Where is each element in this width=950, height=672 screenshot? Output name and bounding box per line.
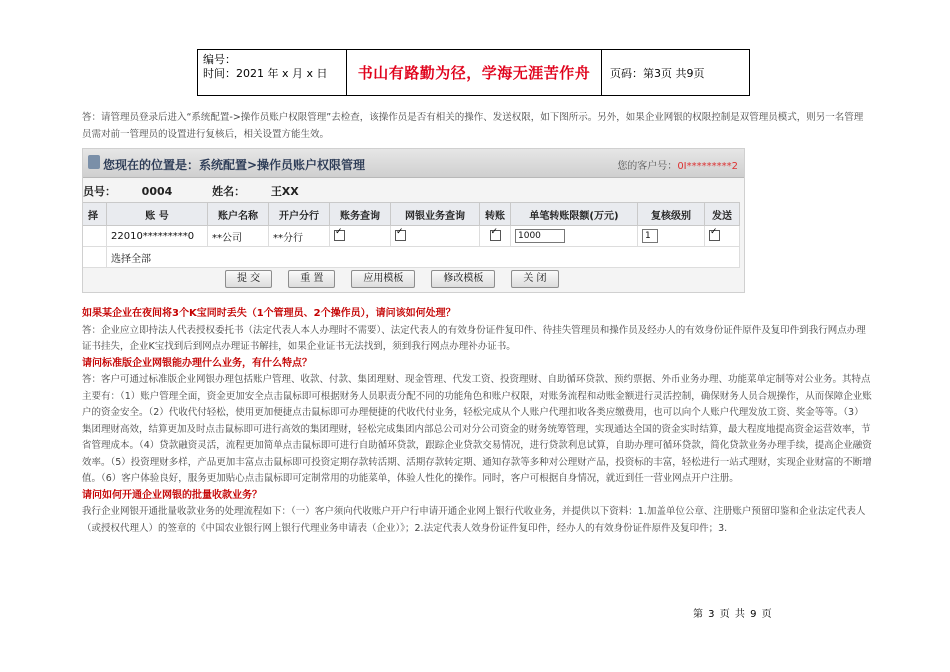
row-send-cell <box>705 226 740 247</box>
row-account: 22010*********0 <box>107 226 208 247</box>
transfer-checkbox[interactable] <box>490 230 501 241</box>
col-transfer: 转账 <box>480 203 511 226</box>
table-header-row <box>82 203 740 226</box>
page-icon <box>88 155 100 169</box>
select-all-link[interactable]: 选择全部 <box>107 247 740 268</box>
row-branch: **分行 <box>269 226 330 247</box>
ebank-query-checkbox[interactable] <box>395 230 406 241</box>
customer-number: 您的客户号：0I*********2 <box>617 161 738 172</box>
row-limit-cell <box>511 226 638 247</box>
send-checkbox[interactable] <box>709 230 720 241</box>
col-account-query: 账务查询 <box>330 203 391 226</box>
operator-name: 姓名： 王XX <box>212 185 299 198</box>
row-ebank-query-cell <box>391 226 480 247</box>
time-label: 时间：2021 年 x 月 x 日 <box>203 67 328 80</box>
select-all-row <box>82 247 740 268</box>
row-select-cell <box>82 226 107 247</box>
question-batch-collection: 请问如何开通企业网银的批量收款业务？ <box>82 489 262 501</box>
row-account-name: **公司 <box>208 226 269 247</box>
header-left-cell <box>198 50 347 95</box>
limit-input[interactable]: 1000 <box>515 229 565 243</box>
table-row <box>82 226 740 247</box>
apply-template-button[interactable]: 应用模板 <box>351 270 415 288</box>
row-transfer-cell <box>480 226 511 247</box>
close-button[interactable]: 关 闭 <box>511 270 558 288</box>
action-buttons <box>225 270 559 288</box>
account-query-checkbox[interactable] <box>334 230 345 241</box>
col-limit: 单笔转账限额(万元) <box>511 203 638 226</box>
question-standard-ebank: 请问标准版企业网银能办理什么业务，有什么特点？ <box>82 357 312 369</box>
question-lost-keys: 如果某企业在夜间将3个K宝同时丢失（1个管理员、2个操作员），请问该如何处理？ <box>82 308 456 319</box>
operator-no: 员号： 0004 <box>83 185 173 198</box>
header-page-cell <box>602 50 749 95</box>
answer-standard-ebank: 答：客户可通过标准版企业网银办理包括账户管理、收款、付款、集团理财、现金管理、代发工资、投资理财、自助循环贷款、预约票据、外币业务办理、功能菜单定制等对公业务。其特点主要有：（1）账户管理全面，资金更加安全点击鼠标即可根据财务人员职责分配不同的功能角色和账户权限，对账务流程和动账金额进行灵活控制，确保财务人员合规操作，从而保障企业账户的资金安全。（2）代收代付轻松，使用更加便捷点击鼠标即可办理便捷的代收代付业务，轻松完成从个人账户代理扣收各类应缴费用，也可以向个人账户代理发放工资、奖金等等。（3）集团理财高效，结算更加及时点击鼠标即可进行高效的集团理财，轻松完成集团内部总公司对分公司资金的财务统筹管理，实现通达全国的资金实时结算，最大程度地提高资金运营效率，节省管理成本。（4）贷款融资灵活，流程更加简单点击鼠标即可进行自助循环贷款，跟踪企业贷款交易情况，进行贷款利息试算，自助办理可循环贷款，简化贷款业务办理手续，提高企业融资效率。（5）投资理财多样，产品更加丰富点击鼠标即可投资定期存款转活期、活期存款转定期、通知存款等多种对公理财产品，投资标的丰富，轻松进行一站式理财，实现企业财富的不断增值。（6）客户体验良好，服务更加贴心点击鼠标即可定制常用的功能菜单，体验人性化的操作。同时，客户可根据自身情况，就近到任一营业网点开户注册。 <box>82 374 872 484</box>
col-select: 择 <box>82 203 107 226</box>
intro-paragraph: 答：请管理员登录后进入“系统配置->操作员账户权限管理”去检查，该操作员是否有相关的操作、发送权限，如下图所示。另外，如果企业网银的权限控制是双管理员模式，则另一名管理员需对前一管理员的设置进行复核后，相关设置方能生效。 <box>82 112 864 140</box>
answer-batch-collection: 我行企业网银开通批量收款业务的处理流程如下：（一）客户须向代收账户开户行申请开通企业网上银行代收业务，并提供以下资料：1.加盖单位公章、注册账户预留印鉴和企业法定代表人（或授权代理人）的签章的《中国农业银行网上银行代理业务申请表（企业）》；2.法定代表人效身份证件复印件，经办人的有效身份证件原件及复印件；3. <box>82 506 866 534</box>
row-review-cell <box>638 226 705 247</box>
page-code: 页码：第3页 共9页 <box>610 66 705 80</box>
screenshot-title-bar <box>83 149 744 178</box>
col-send: 发送 <box>705 203 740 226</box>
col-review-level: 复核级别 <box>638 203 705 226</box>
row-account-query-cell <box>330 226 391 247</box>
col-ebank-query: 网银业务查询 <box>391 203 480 226</box>
location-breadcrumb: 您现在的位置是：系统配置>操作员账户权限管理 <box>103 158 366 172</box>
col-branch: 开户分行 <box>269 203 330 226</box>
document-header <box>197 49 750 96</box>
review-level-input[interactable]: 1 <box>642 229 658 243</box>
reset-button[interactable]: 重 置 <box>288 270 335 288</box>
edit-template-button[interactable]: 修改模板 <box>431 270 495 288</box>
motto: 书山有路勤为径，学海无涯苦作舟 <box>357 64 591 82</box>
number-label: 编号： <box>203 53 236 66</box>
page-footer: 第 3 页 共 9 页 <box>693 609 773 620</box>
col-account: 账 号 <box>107 203 208 226</box>
submit-button[interactable]: 提 交 <box>225 270 272 288</box>
header-motto-cell <box>347 50 602 95</box>
permission-table <box>82 202 740 268</box>
operator-info <box>83 183 335 199</box>
col-account-name: 账户名称 <box>208 203 269 226</box>
answer-lost-keys: 答：企业应立即持法人代表授权委托书（法定代表人本人办理时不需要）、法定代表人的有效身份证件复印件、待挂失管理员和操作员及经办人的有效身份证件原件及复印件到我行网点办理证书挂失，企业K宝找到后到网点办理证书解挂，如果企业证书无法找到，须到我行网点办理补办证书。 <box>82 324 866 352</box>
qa-section <box>82 306 872 537</box>
permission-screenshot <box>82 148 745 293</box>
